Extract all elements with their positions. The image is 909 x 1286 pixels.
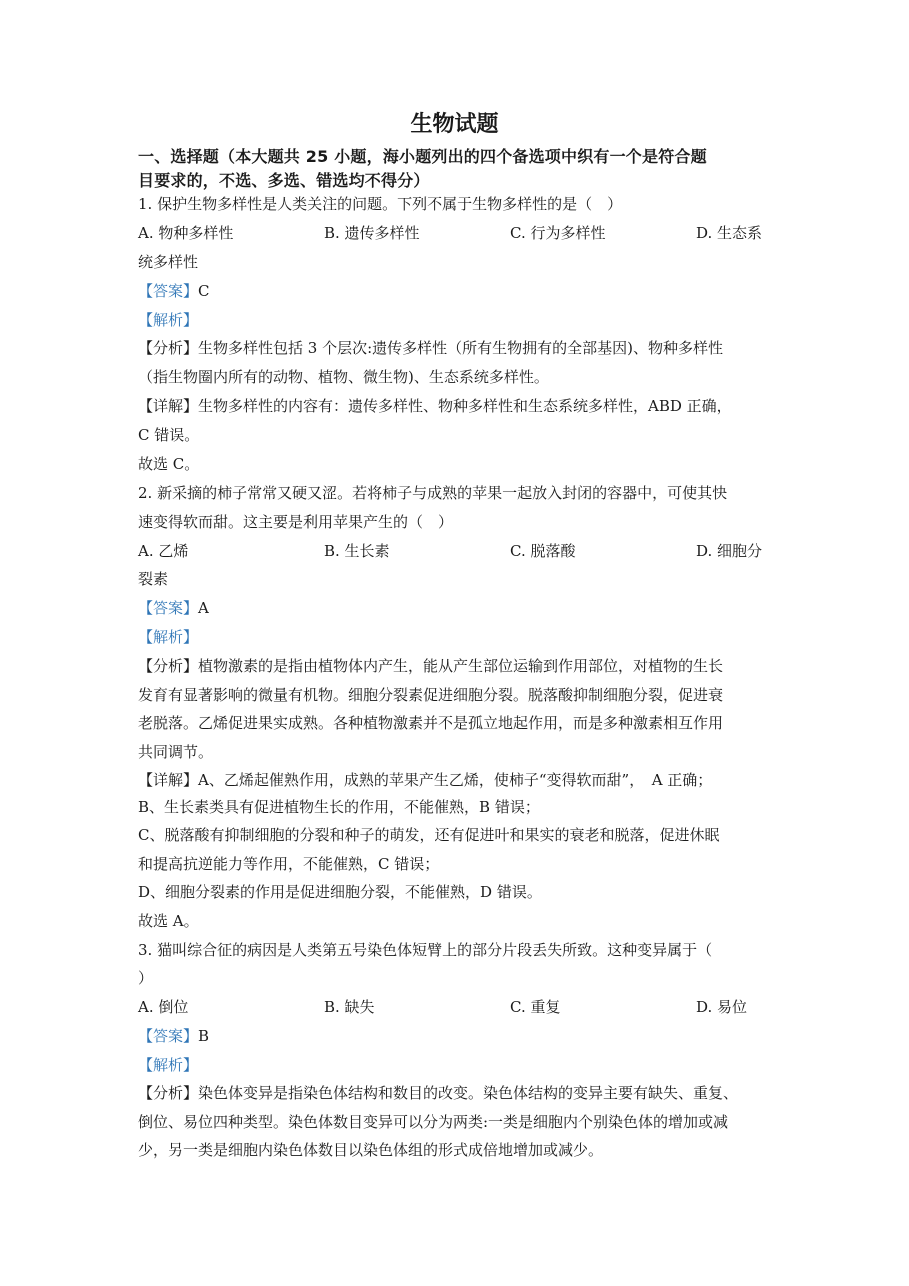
question-2-xiangjie-line4: 和提高抗逆能力等作用，不能催熟，C 错误；	[138, 855, 440, 873]
jiexi-tag: 【解析】	[138, 1056, 199, 1074]
option-b: B. 生长素	[324, 542, 390, 560]
question-3-jiexi	[138, 1054, 778, 1076]
fenxi-text: 生物多样性包括 3 个层次:遗传多样性（所有生物拥有的全部基因)、物种多样性	[198, 339, 724, 357]
option-d: D. 细胞分	[696, 542, 763, 560]
question-3-answer	[138, 1025, 778, 1047]
option-d: D. 生态系	[696, 224, 763, 242]
answer-tag: 【答案】	[138, 599, 199, 617]
question-2-jiexi	[138, 626, 778, 648]
question-3-stem-line1: 3. 猫叫综合征的病因是人类第五号染色体短臂上的部分片段丢失所致。这种变异属于（	[138, 941, 713, 959]
question-2-stem-line2: 速变得软而甜。这主要是利用苹果产生的（ ）	[138, 513, 454, 531]
question-3-fenxi-line1	[138, 1082, 778, 1104]
answer-value: A	[198, 599, 209, 617]
question-3-fenxi-line3: 少，另一类是细胞内染色体数目以染色体组的形式成倍地增加或减少。	[138, 1141, 604, 1159]
question-2-fenxi-line2: 发育有显著影响的微量有机物。细胞分裂素促进细胞分裂。脱落酸抑制细胞分裂，促进衰	[138, 686, 724, 704]
jiexi-tag: 【解析】	[138, 311, 199, 329]
answer-value: C	[198, 282, 210, 300]
question-2-fenxi-line3: 老脱落。乙烯促进果实成熟。各种植物激素并不是孤立地起作用，而是多种激素相互作用	[138, 714, 724, 732]
question-1-option-wrap: 统多样性	[138, 253, 199, 271]
question-2-fenxi-line4: 共同调节。	[138, 743, 214, 761]
option-a: A. 乙烯	[138, 542, 189, 560]
question-2-xiangjie-line3: C、脱落酸有抑制细胞的分裂和种子的萌发，还有促进叶和果实的衰老和脱落，促进休眠	[138, 826, 720, 844]
section-heading-line2: 目要求的，不选、多选、错选均不得分）	[138, 171, 430, 190]
question-1-conclusion: 故选 C。	[138, 455, 200, 473]
question-2-stem-line1: 2. 新采摘的柿子常常又硬又涩。若将柿子与成熟的苹果一起放入封闭的容器中，可使其快	[138, 484, 728, 502]
answer-tag: 【答案】	[138, 282, 199, 300]
answer-value: B	[198, 1027, 210, 1045]
option-a: A. 物种多样性	[138, 224, 234, 242]
question-3-fenxi-line2: 倒位、易位四种类型。染色体数目变异可以分为两类:一类是细胞内个别染色体的增加或减	[138, 1113, 729, 1131]
question-2-option-wrap: 裂素	[138, 570, 169, 588]
question-1-jiexi	[138, 309, 778, 331]
question-2-xiangjie-line1	[138, 769, 778, 791]
jiexi-tag: 【解析】	[138, 628, 199, 646]
question-1-stem: 1. 保护生物多样性是人类关注的问题。下列不属于生物多样性的是（ ）	[138, 195, 623, 213]
question-1-xiangjie-line1	[138, 395, 778, 417]
question-2-xiangjie-line5: D、细胞分裂素的作用是促进细胞分裂，不能催熟，D 错误。	[138, 883, 542, 901]
fenxi-text: 植物激素的是指由植物体内产生，能从产生部位运输到作用部位，对植物的生长	[198, 657, 724, 675]
option-c: C. 重复	[510, 998, 561, 1016]
question-2-xiangjie-line2: B、生长素类具有促进植物生长的作用，不能催熟，B 错误；	[138, 798, 540, 816]
question-1-fenxi-line1	[138, 337, 778, 359]
question-1-answer	[138, 280, 778, 302]
question-2-conclusion: 故选 A。	[138, 912, 199, 930]
xiangjie-tag: 【详解】	[138, 397, 199, 415]
question-2-fenxi-line1	[138, 655, 778, 677]
xiangjie-text: A、乙烯起催熟作用，成熟的苹果产生乙烯，使柿子“变得软而甜”， A 正确；	[198, 771, 713, 789]
fenxi-tag: 【分析】	[138, 657, 199, 675]
question-3-stem-line2: ）	[138, 969, 154, 987]
fenxi-text: 染色体变异是指染色体结构和数目的改变。染色体结构的变异主要有缺失、重复、	[198, 1084, 739, 1102]
question-2-answer	[138, 597, 778, 619]
option-d: D. 易位	[696, 998, 748, 1016]
option-c: C. 行为多样性	[510, 224, 606, 242]
fenxi-tag: 【分析】	[138, 339, 199, 357]
page-title: 生物试题	[410, 112, 499, 137]
xiangjie-text: 生物多样性的内容有：遗传多样性、物种多样性和生态系统多样性，ABD 正确，	[198, 397, 732, 415]
option-b: B. 遗传多样性	[324, 224, 420, 242]
fenxi-tag: 【分析】	[138, 1084, 199, 1102]
question-1-xiangjie-line2: C 错误。	[138, 426, 200, 444]
question-1-fenxi-line2: （指生物圈内所有的动物、植物、微生物)、生态系统多样性。	[138, 368, 549, 386]
option-b: B. 缺失	[324, 998, 375, 1016]
xiangjie-tag: 【详解】	[138, 771, 199, 789]
option-c: C. 脱落酸	[510, 542, 576, 560]
answer-tag: 【答案】	[138, 1027, 199, 1045]
option-a: A. 倒位	[138, 998, 189, 1016]
section-heading-line1: 一、选择题（本大题共 25 小题，海小题列出的四个备选项中织有一个是符合题	[138, 147, 707, 166]
